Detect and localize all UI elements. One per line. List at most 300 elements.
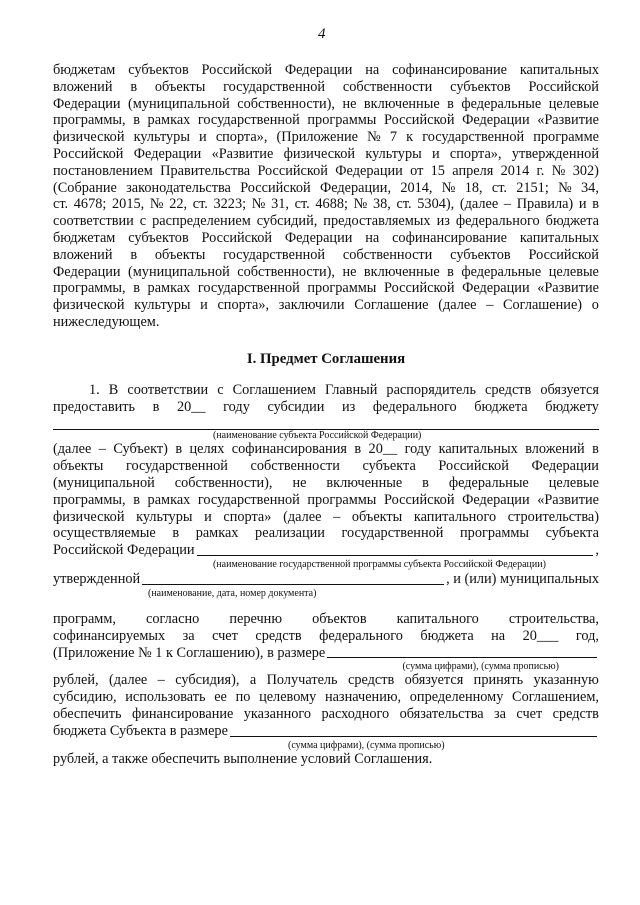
word: (Собрание [53,179,117,196]
amount-label-2: бюджета Субъекта в размере [53,722,228,739]
clause-1-line-2 [53,399,599,416]
word: субъектов [128,229,189,246]
word: «Развитие [537,280,599,297]
clause-1-subsidy-line [53,689,599,706]
paragraph-parties-line [53,297,599,314]
word: перечню [229,610,283,627]
paragraph-parties [53,62,599,314]
word: бюджету [545,398,599,415]
word: собственности), [237,263,335,280]
document-body [53,62,599,767]
word: культуры [136,508,193,525]
word: Правительства [160,162,251,179]
word: капитальных [519,62,599,78]
word: № [149,196,164,213]
word: целевые [548,263,599,280]
word: определенному [409,689,504,706]
word: целях [189,441,225,458]
word: не [342,263,357,280]
word: в [130,246,138,263]
word: ст. [396,196,412,213]
clause-1-purpose-line [53,458,599,475]
word: использовать [125,689,206,706]
word: Правила) [516,196,574,213]
word: Российской [201,62,273,78]
word: № [251,196,266,213]
word: капитальных [519,229,599,246]
word: ст. [491,179,507,196]
word: заключили [278,297,345,314]
word: распределением [152,213,251,230]
clause-1-purpose-line [53,492,599,509]
word: государственной [223,78,326,95]
word: бюджета [474,398,528,415]
clause-1-program-line [53,611,599,628]
word: капитальных [438,441,518,458]
word: о [591,297,599,314]
word: субсидий, [256,213,318,230]
clause-1-end: рублей, а также обеспечить выполнение условий Соглашения. [53,750,433,767]
word: 20__ [368,441,398,458]
approved-label: утвержденной [53,571,141,588]
word: программы, [53,491,126,508]
word: 2151; [516,179,549,196]
word: в [133,280,140,297]
word: Соглашением, [512,689,599,706]
word: включенные [363,95,440,112]
word: финансирование [131,705,234,722]
word: счет [516,705,543,722]
word: «Развитие [211,145,274,162]
program-name-blank [197,543,594,556]
word: 15 [430,162,445,179]
word: 5304), [417,196,455,213]
paragraph-parties-line [53,213,599,230]
paragraph-parties-line [53,196,599,213]
word: 20__ [176,398,206,415]
word: субсидии [267,398,325,415]
word: программ, [53,610,116,627]
clause-1-purpose [53,441,599,542]
word: в [130,78,138,95]
clause-1-program [53,611,599,645]
word: (муниципальной [127,263,230,280]
word: обязуется [404,672,464,689]
word: бюджетам [53,229,116,246]
paragraph-parties-line [53,264,599,281]
word: «Развитие [537,112,599,129]
word: в [447,263,454,280]
word: Соглашением [232,381,316,398]
word: год, [575,627,599,644]
word: 18, [464,179,483,196]
word: Федерации [462,280,530,297]
word: (далее [459,196,499,213]
word: назначению, [324,689,402,706]
amount-row-1 [53,645,599,662]
word: (муниципальной [53,474,155,491]
word: федеральные [448,474,529,491]
word: Российской [384,491,455,508]
amount-label-1: (Приложение № 1 к Соглашению), в размере [53,644,326,661]
word: Федерации [284,229,353,246]
word: распорядитель [386,381,476,398]
rf-end: , [595,542,599,559]
paragraph-parties-line [53,79,599,96]
caption-subject: (наименование субъекта Российской Федерации) [213,430,422,442]
word: из [342,398,356,415]
word: в [172,525,180,542]
word: софинансирование [392,62,507,78]
word: рублей, [53,672,99,689]
word: объекты [53,458,104,475]
word: и [200,297,208,314]
clause-1-purpose-line [53,475,599,492]
word: ст. [192,196,208,213]
word: программы [460,525,530,542]
word: объекты [351,508,403,525]
word: Российской [201,229,273,246]
word: субъекта [545,525,599,542]
word: а [249,672,257,689]
word: с [217,381,224,398]
word: обязательства [399,705,484,722]
word: целевые [548,95,599,112]
word: за [182,627,195,644]
word: в [592,441,599,458]
word: (муниципальной [127,95,230,112]
word: объекты [154,246,206,263]
word: федеральные [461,95,542,112]
word: (далее [108,672,148,689]
word: 4678; [73,196,107,213]
word: Федерации [133,145,202,162]
program-row [53,542,599,559]
word: Федерации, [319,179,392,196]
amount-blank-2 [230,724,597,737]
word: Российской [257,162,328,179]
word: строительства, [508,610,599,627]
word: в [152,398,160,415]
paragraph-parties-line [53,247,599,264]
word: культуры [365,145,422,162]
word: государственной [197,112,300,129]
paragraph-parties-last: нижеследующем. [53,313,160,330]
word: и [199,129,207,146]
word: 302) [572,162,599,179]
word: строительства) [507,508,599,525]
word: Федерации [531,458,599,475]
word: счет [212,627,238,644]
word: 20___ [522,627,559,644]
approved-end: , и (или) муниципальных [446,571,599,588]
word: в [354,441,362,458]
word: включенные [326,474,403,491]
word: 2015, [112,196,145,213]
approved-row [53,570,599,588]
word: государственной [223,246,326,263]
word: спорта», [217,297,270,314]
word: не [292,474,307,491]
word: по [235,689,251,706]
paragraph-parties-line [53,280,599,297]
word: Главный [325,381,378,398]
word: федеральные [461,263,542,280]
word: софинансирования [231,441,347,458]
rf-label: Российской Федерации [53,542,195,559]
word: культуры [133,129,190,146]
word: бюджета [545,213,599,230]
word: в [422,474,429,491]
word: спорта» [223,508,272,525]
word: (Приложение [276,129,359,146]
word: государственной [197,491,300,508]
word: постановлением [53,162,153,179]
word: 2014, [400,179,433,196]
word: не [342,95,357,112]
word: и [204,508,212,525]
word: программы, [53,112,126,129]
word: субъектов [450,246,511,263]
word: № [551,162,566,179]
word: осуществляемые [53,525,156,542]
paragraph-parties-line [53,62,599,79]
word: (далее [53,441,92,458]
word: спорта», [215,129,268,146]
word: 31, [271,196,289,213]
word: принять [473,672,524,689]
word: 7 [389,129,398,146]
word: 2014 [500,162,530,179]
word: предоставить [53,398,136,415]
word: физической [53,297,125,314]
paragraph-parties-line [53,180,599,197]
word: софинансирование [392,229,507,246]
word: государственной [422,129,525,146]
word: средств [347,672,395,689]
word: 3223; [213,196,247,213]
word: физической [283,145,356,162]
word: программы, [53,280,126,297]
word: № [367,129,381,146]
word: № [558,179,572,196]
clause-1-program-line [53,628,599,645]
paragraph-parties-line [53,112,599,129]
word: соответствии [53,213,134,230]
subject-name-blank [53,415,599,430]
word: предоставляемых [323,213,431,230]
word: объектов [312,610,367,627]
word: государственной [197,280,300,297]
word: программы [307,280,377,297]
word: – [98,441,106,458]
word: на [491,627,506,644]
word: – [503,196,512,213]
word: субсидию, [53,689,117,706]
word: государственной [341,525,444,542]
clause-1-subsidy [53,672,599,722]
word: 4688; [315,196,348,213]
word: обязуется [540,381,599,398]
caption-program: (наименование государственной программы субъекта Российской Федерации) [213,558,546,570]
word: капитального [413,508,497,525]
word: спорта», [449,145,502,162]
word: средств [255,627,302,644]
page-number: 4 [318,26,326,42]
clause-1-line-1 [53,382,599,399]
word: в [592,196,599,213]
word: федерального [372,398,457,415]
word: обеспечить [53,705,122,722]
word: 1. [89,381,100,398]
word: и [431,145,440,162]
word: и [578,196,587,213]
word: Российской [240,179,311,196]
clause-1-purpose-line [53,441,599,458]
word: субъектов [450,78,511,95]
word: собственности), [174,474,273,491]
word: в [133,491,140,508]
word: бюджета [420,627,474,644]
word: капитального [396,610,479,627]
word: 34, [581,179,599,196]
paragraph-parties-line [53,146,599,163]
word: рамках [147,491,191,508]
paragraph-parties-line [53,129,599,146]
word: федерального [319,627,403,644]
word: к [406,129,414,146]
word: вложений [53,246,113,263]
word: собственности [250,458,340,475]
word: вложений [525,441,585,458]
word: программе [533,129,599,146]
word: согласно [146,610,200,627]
word: 38, [372,196,391,213]
document-blank [142,572,444,585]
word: Соглашение) [503,297,583,314]
word: расходного [321,705,390,722]
word: № [353,196,368,213]
word: собственности [342,78,433,95]
word: с [139,213,147,230]
word: (далее [438,297,477,314]
word: бюджетам [53,62,116,78]
word: рамках [195,525,239,542]
word: – [333,508,341,525]
word: средств [485,381,532,398]
word: собственности), [237,95,335,112]
word: софинансируемых [53,627,166,644]
amount-row-2 [53,723,599,740]
word: реализации [255,525,325,542]
word: за [494,705,506,722]
word: в [133,112,140,129]
word: – [157,672,165,689]
word: рамках [147,112,191,129]
word: включенные [363,263,440,280]
word: соответствии [127,381,209,398]
word: ее [214,689,227,706]
word: субсидия), [175,672,240,689]
word: физической [53,129,125,146]
word: федерального [455,213,540,230]
word: ст. [53,196,69,213]
section-title: I. Предмет Соглашения [246,350,406,367]
word: Федерации [335,162,403,179]
word: Российской [384,280,455,297]
caption-sum-1: (сумма цифрами), (сумма прописью) [402,661,559,673]
word: году [223,398,250,415]
word: Российской [438,458,509,475]
word: законодательства [126,179,231,196]
word: указанного [243,705,312,722]
word: в [447,95,454,112]
word: от [410,162,424,179]
clause-1-purpose-line [53,509,599,526]
word: № [441,179,456,196]
word: Российской [528,246,599,263]
word: Федерации [53,95,121,112]
word: (далее [283,508,322,525]
word: – [486,297,494,314]
word: Российской [528,78,599,95]
caption-sum-2: (сумма цифрами), (сумма прописью) [288,739,445,751]
word: программы [307,491,377,508]
word: ст. [294,196,310,213]
word: из [436,213,450,230]
word: физической [53,508,125,525]
clause-1-subsidy-line [53,672,599,689]
word: программы [307,112,377,129]
word: на [365,62,380,78]
word: государственной [126,458,228,475]
word: рамках [147,280,191,297]
word: субъектов [128,62,189,78]
word: в [175,441,183,458]
word: Федерации [462,491,530,508]
word: субъекта [362,458,416,475]
word: 22, [169,196,188,213]
word: вложений [53,78,113,95]
paragraph-parties-line [53,230,599,247]
word: Соглашение [354,297,429,314]
word: Федерации [462,112,530,129]
word: Получатель [266,672,338,689]
word: культуры [134,297,191,314]
word: на [365,229,380,246]
word: Российской [384,112,455,129]
word: утвержденной [511,145,599,162]
word: объекты [154,78,206,95]
word: целевые [548,474,599,491]
amount-blank-1 [327,645,597,658]
word: Федерации [53,263,121,280]
word: указанную [533,672,599,689]
word: Субъект) [113,441,168,458]
word: средств [552,705,599,722]
clause-1-purpose-line [53,525,599,542]
paragraph-parties-line [53,163,599,180]
word: «Развитие [537,491,599,508]
word: Федерации [284,62,353,78]
word: собственности [342,246,433,263]
paragraph-parties-line [53,96,599,113]
word: г. [536,162,545,179]
word: году [404,441,432,458]
word: апреля [452,162,494,179]
clause-1-subsidy-line [53,706,599,723]
word: В [108,381,119,398]
